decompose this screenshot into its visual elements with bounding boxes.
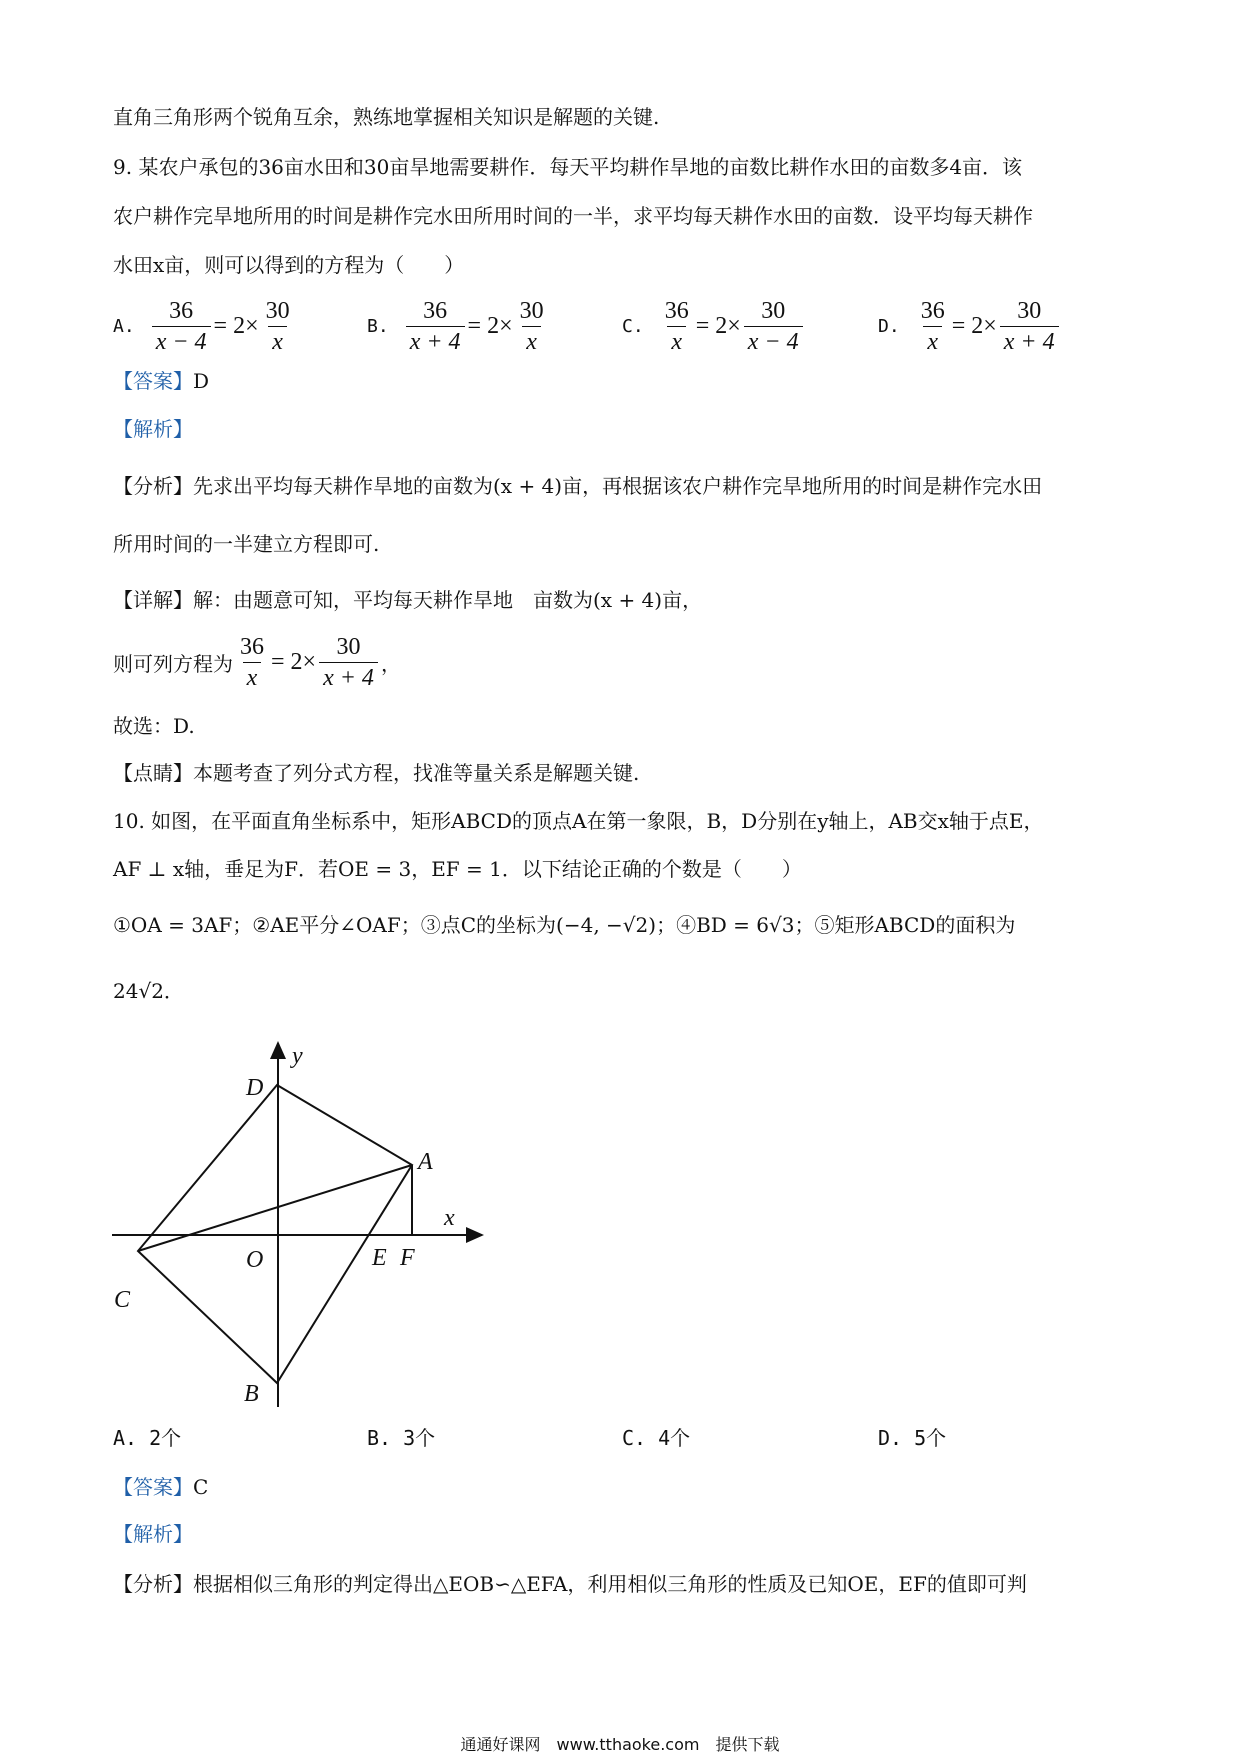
footer-text: 通通好课网 www.tthaoke.com 提供下载 [460, 1735, 780, 1754]
option-a: A. $\frac{36}{x - 4}$ = 2× $\frac{30}{x}$ [113, 296, 297, 357]
label-x: x [444, 1205, 455, 1231]
question-9-line-3: 水田x亩，则可以得到的方程为（ ） [113, 253, 465, 277]
diagonal-ca [138, 1165, 412, 1251]
option-b: B. $\frac{36}{x + 4}$ = 2× $\frac{30}{x}$ [367, 296, 551, 357]
answer-tag: 【答案】 [113, 369, 193, 393]
question-10-line-3: ①OA = 3AF；②AE平分∠OAF；③点C的坐标为(−4, −√2)；④BD = 6√3；⑤矩形ABCD的面积为 [113, 913, 1016, 937]
q10-option-b: B. 3个 [367, 1426, 436, 1450]
text-line: 直角三角形两个锐角互余，熟练地掌握相关知识是解题的关键. [113, 105, 660, 129]
q10-analysis-tag: 【解析】 [113, 1522, 193, 1546]
q10-answer-line [113, 1474, 208, 1500]
fraction: $\frac{36}{x - 4}$ [152, 296, 211, 357]
label-c: C [114, 1287, 131, 1313]
label-b: B [244, 1381, 259, 1407]
option-d: D. $\frac{36}{x}$ = 2× $\frac{30}{x + 4}$ [878, 296, 1062, 357]
fraction: $\frac{36}{x}$ [664, 298, 689, 355]
xiangjie-line: 【详解】解：由题意可知，平均每天耕作旱地 亩数为(x + 4)亩， [113, 588, 703, 612]
choose-line: 故选：D. [113, 714, 195, 738]
answer-value: C [193, 1475, 209, 1499]
q10-option-a: A. 2个 [113, 1426, 182, 1450]
question-10-line-2: AF ⊥ x轴，垂足为F．若OE = 3，EF = 1．以下结论正确的个数是（ ） [113, 857, 802, 881]
label-a: A [418, 1149, 433, 1175]
equation-line: 则可列方程为 $\frac{36}{x}$ = 2× $\frac{30}{x + 4}$ ， [113, 634, 401, 691]
label-e: E [372, 1245, 387, 1271]
fraction: $\frac{30}{x - 4}$ [744, 296, 803, 357]
fraction: $\frac{30}{x + 4}$ [319, 632, 378, 693]
question-10-line-1: 10. 如图，在平面直角坐标系中，矩形ABCD的顶点A在第一象限，B，D分别在y轴上，AB交x轴于点E， [113, 809, 1044, 833]
fraction: $\frac{36}{x}$ [240, 634, 264, 691]
fraction: $\frac{30}{x + 4}$ [1000, 296, 1059, 357]
label-f: F [400, 1245, 415, 1271]
question-9-line-2: 农户耕作完旱地所用的时间是耕作完水田所用时间的一半，求平均每天耕作水田的亩数．设平均每天耕作 [113, 204, 1033, 228]
q10-option-c: C. 4个 [622, 1426, 691, 1450]
label-d: D [246, 1075, 264, 1101]
answer-value: D [193, 369, 210, 393]
q10-option-d: D. 5个 [878, 1426, 947, 1450]
geometry-figure [100, 1035, 500, 1415]
fraction: $\frac{30}{x}$ [519, 298, 544, 355]
answer-tag: 【答案】 [113, 1475, 193, 1499]
fraction: $\frac{30}{x}$ [265, 298, 290, 355]
label-y: y [292, 1043, 303, 1069]
label-o: O [246, 1247, 264, 1273]
option-c: C. $\frac{36}{x}$ = 2× $\frac{30}{x - 4}$ [622, 296, 806, 357]
fenxi-line-1: 【分析】先求出平均每天耕作旱地的亩数为(x + 4)亩，再根据该农户耕作完旱地所用的时间是耕作完水田 [113, 474, 1043, 498]
dianjing-line: 【点睛】本题考查了列分式方程，找准等量关系是解题关键. [113, 761, 640, 785]
question-9-line-1: 9. 某农户承包的36亩水田和30亩旱地需要耕作．每天平均耕作旱地的亩数比耕作水田的亩数多4亩．该 [113, 155, 1023, 179]
fenxi-line-2: 所用时间的一半建立方程即可. [113, 532, 380, 556]
fraction: $\frac{36}{x + 4}$ [406, 296, 465, 357]
analysis-tag: 【解析】 [113, 417, 193, 441]
fraction: $\frac{36}{x}$ [920, 298, 945, 355]
question-10-line-4: 24√2． [113, 979, 184, 1003]
q10-fenxi-line: 【分析】根据相似三角形的判定得出△EOB∽△EFA，利用相似三角形的性质及已知OE，EF的值即可判 [113, 1572, 1027, 1596]
answer-line [113, 368, 209, 394]
